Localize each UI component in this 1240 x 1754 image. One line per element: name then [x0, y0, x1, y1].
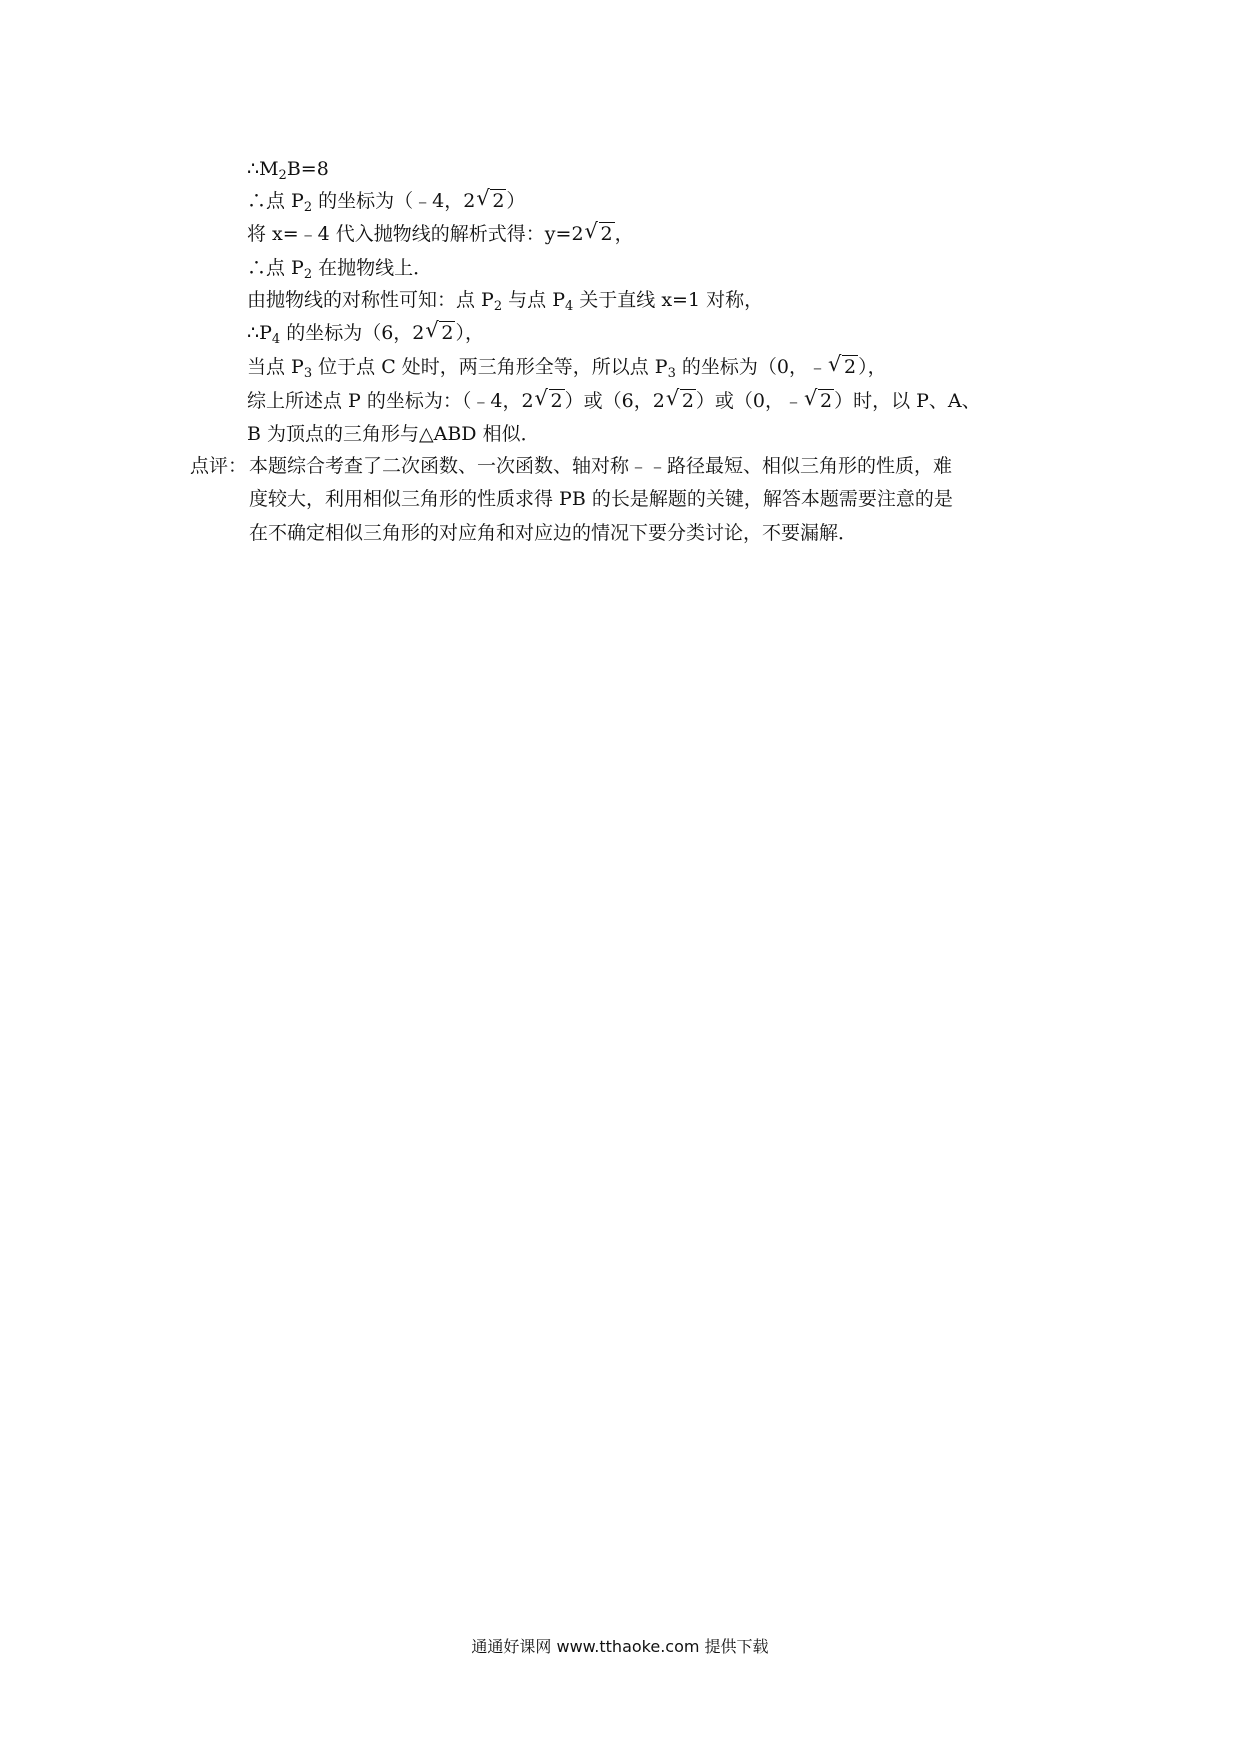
footer-download-note: 通通好课网 www.tthaoke.com 提供下载: [471, 1637, 769, 1656]
comment-text-row-2: 度较大，利用相似三角形的性质求得 PB 的长是解题的关键，解答本题需要注意的是: [249, 488, 953, 510]
sqrt-symbol: √ 2: [804, 386, 833, 412]
sqrt-symbol: √ 2: [665, 386, 694, 412]
sqrt-symbol: √ 2: [425, 318, 454, 344]
comment-text-row-3: 在不确定相似三角形的对应角和对应边的情况下要分类讨论，不要漏解．: [249, 522, 858, 544]
solution-line-3: 将 x=﹣4 代入抛物线的解析式得：y=2 √ 2 ，: [247, 219, 634, 245]
solution-line-7: 当点 $P_3$ 位于点 C 处时，两三角形全等，所以点 $P_3$ 的坐标为（0，﹣ √ 2 ），: [247, 352, 887, 381]
sqrt-symbol: √ 2: [534, 386, 563, 412]
solution-line-6: $\therefore P_4$ 的坐标为（6，2 √ 2 ），: [247, 318, 484, 347]
sqrt-symbol: √ 2: [828, 352, 857, 378]
solution-line-8: 综上所述点 P 的坐标为：（﹣4，2 √ 2 ）或（6，2 √ 2 ）或（0，﹣ √ 2 ）时，以 P、A、: [247, 386, 981, 412]
solution-line-9: B 为顶点的三角形与△ABD 相似．: [247, 423, 540, 445]
sqrt-symbol: √ 2: [584, 219, 613, 245]
solution-line-4: ∴点 $P_2$ 在抛物线上．: [247, 257, 433, 282]
solution-line-2: ∴点 $P_2$ 的坐标为（﹣4，2 √ 2 ）: [247, 186, 526, 215]
comment-text-row-1: 本题综合考查了二次函数、一次函数、轴对称﹣﹣路径最短、相似三角形的性质，难: [249, 455, 953, 477]
solution-line-5: 由抛物线的对称性可知：点 $P_2$ 与点 $P_4$ 关于直线 x=1 对称，: [247, 289, 764, 314]
solution-line-1: $\therefore M_2B=8$: [247, 158, 329, 183]
comment-label: 点评：: [190, 455, 248, 477]
sqrt-symbol: √ 2: [476, 186, 505, 212]
